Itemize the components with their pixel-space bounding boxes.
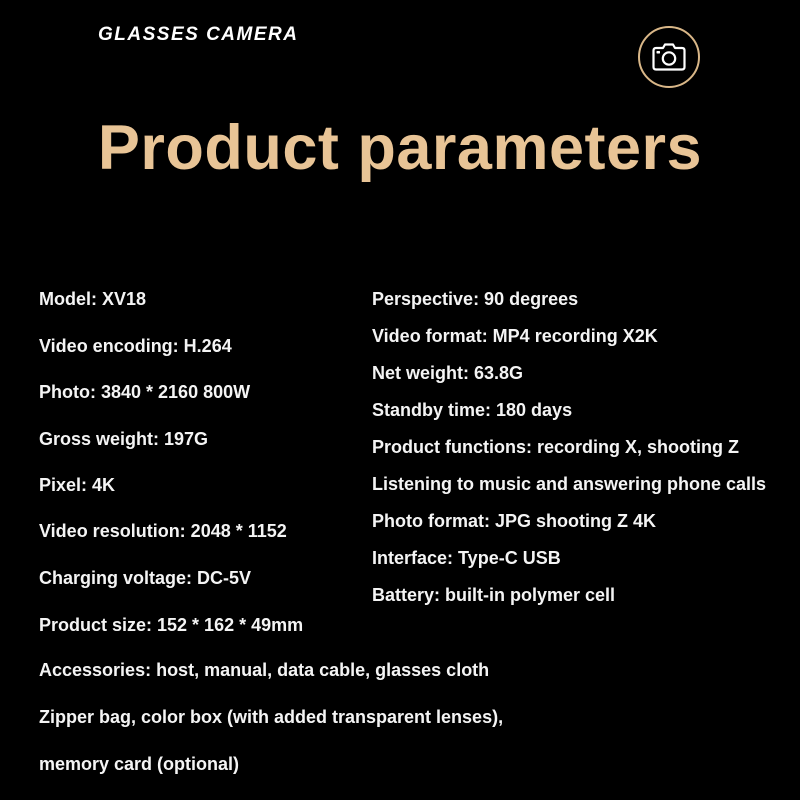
spec-perspective: Perspective: 90 degrees — [372, 289, 579, 309]
spec-video-encoding: Video encoding: H.264 — [39, 336, 232, 356]
spec-music-calls: Listening to music and answering phone calls — [372, 474, 767, 494]
spec-standby-time: Standby time: 180 days — [372, 400, 573, 420]
camera-icon — [638, 26, 700, 88]
spec-product-functions: Product functions: recording X, shooting Z — [372, 437, 739, 457]
spec-pixel: Pixel: 4K — [39, 475, 116, 495]
spec-charging-voltage: Charging voltage: DC-5V — [39, 568, 252, 588]
spec-video-format: Video format: MP4 recording X2K — [372, 326, 658, 346]
spec-product-size: Product size: 152 * 162 * 49mm — [39, 615, 304, 635]
spec-photo: Photo: 3840 * 2160 800W — [39, 382, 251, 402]
spec-battery: Battery: built-in polymer cell — [372, 585, 616, 605]
spec-interface: Interface: Type-C USB — [372, 548, 561, 568]
spec-gross-weight: Gross weight: 197G — [39, 429, 209, 449]
spec-model: Model: XV18 — [39, 289, 147, 309]
brand-label: GLASSES CAMERA — [98, 24, 299, 45]
spec-accessories-line-3: memory card (optional) — [39, 754, 240, 774]
spec-video-resolution: Video resolution: 2048 * 1152 — [39, 521, 287, 541]
spec-net-weight: Net weight: 63.8G — [372, 363, 524, 383]
page-title: Product parameters — [97, 113, 703, 183]
spec-accessories: Accessories: host, manual, data cable, glasses cloth — [39, 660, 490, 680]
spec-photo-format: Photo format: JPG shooting Z 4K — [372, 511, 656, 531]
spec-accessories-line-2: Zipper bag, color box (with added transparent lenses), — [39, 707, 504, 727]
